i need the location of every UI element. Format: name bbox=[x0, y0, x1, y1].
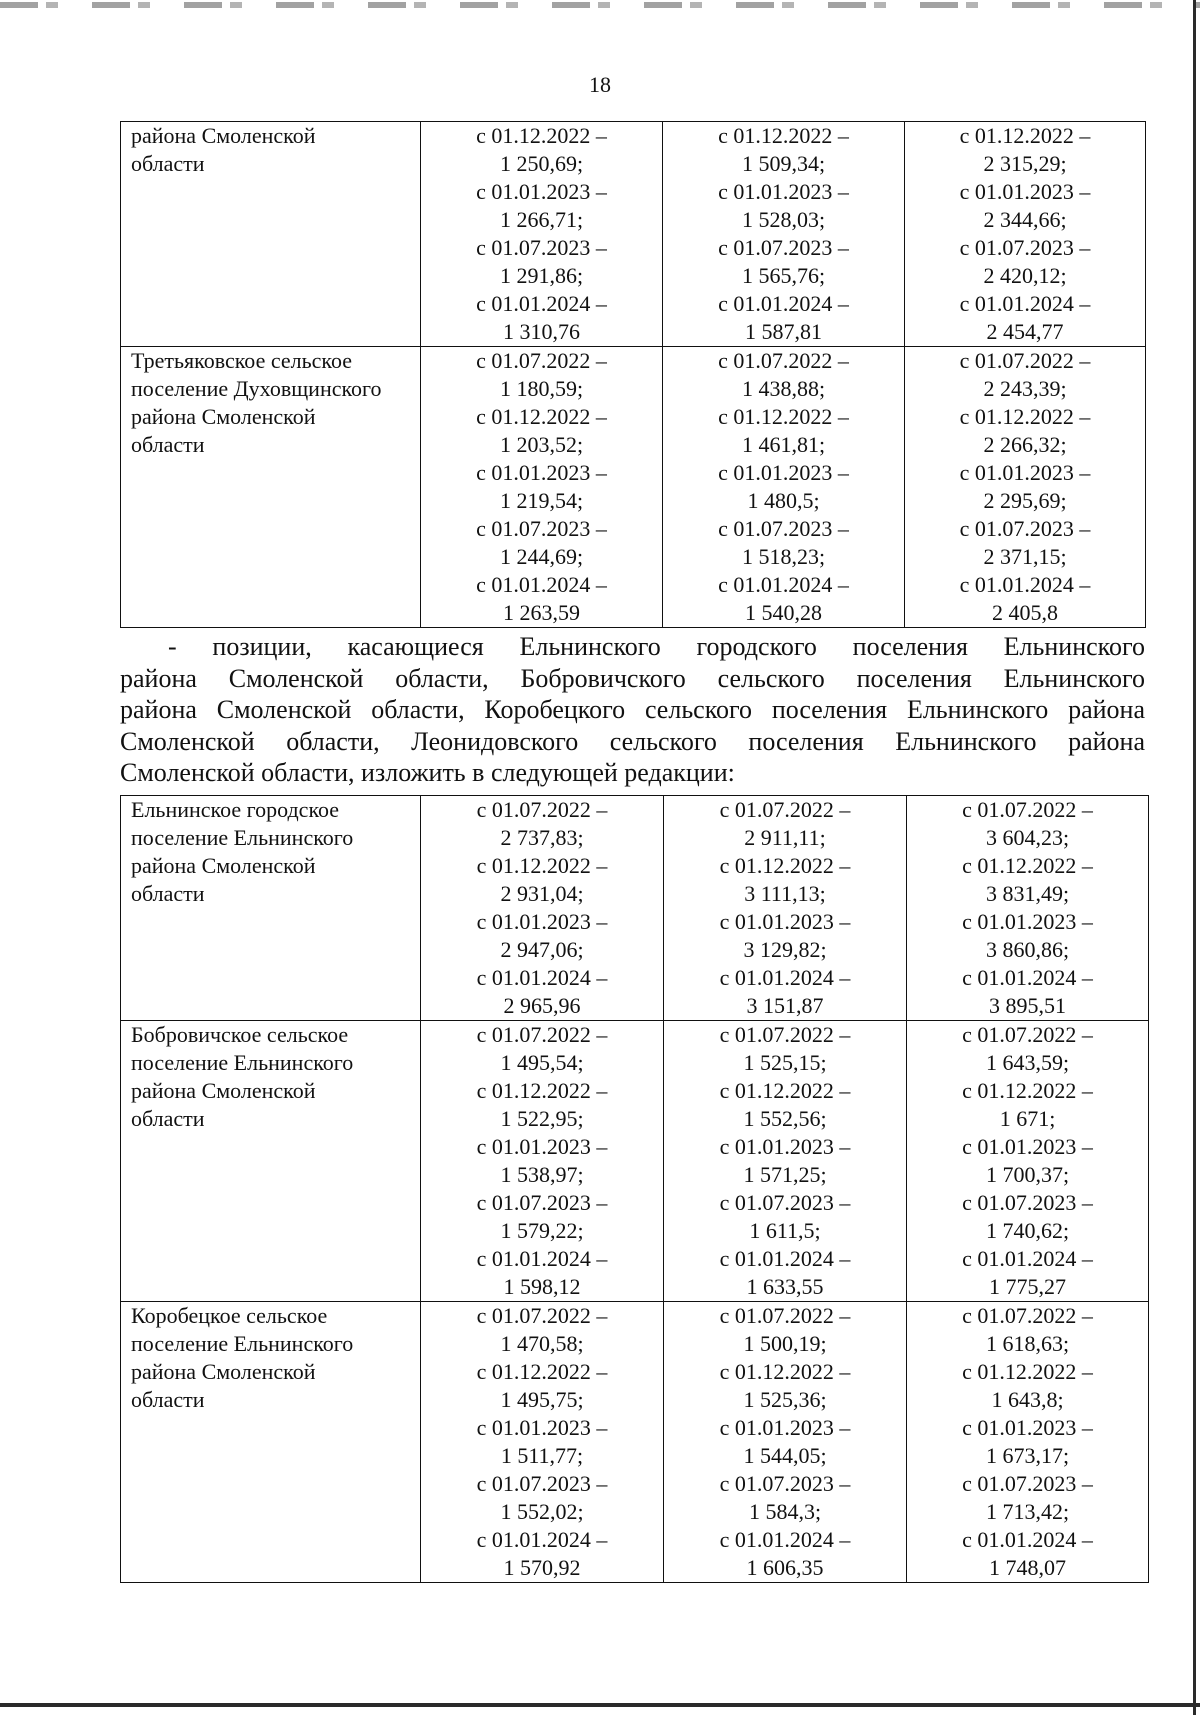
table-row bbox=[121, 347, 1146, 628]
effective-date: с 01.12.2022 – bbox=[719, 853, 851, 878]
effective-date: с 01.01.2024 – bbox=[959, 291, 1091, 316]
tariff-cell-2 bbox=[664, 796, 907, 1021]
tariff-value: 3 831,49; bbox=[985, 881, 1070, 906]
tariff-value: 2 947,06; bbox=[500, 937, 584, 962]
effective-date: с 01.01.2023 – bbox=[962, 909, 1093, 934]
effective-date: с 01.07.2023 – bbox=[719, 1190, 851, 1215]
settlement-name-line: области bbox=[131, 1387, 205, 1412]
tariff-value: 1 263,59 bbox=[503, 600, 580, 625]
tariff-cell-1 bbox=[421, 1021, 664, 1302]
tariff-value: 1 310,76 bbox=[503, 319, 580, 344]
table-row bbox=[121, 1302, 1149, 1583]
effective-date: с 01.01.2024 – bbox=[962, 1246, 1093, 1271]
tariff-value: 1 470,58; bbox=[500, 1331, 584, 1356]
tariff-value: 3 111,13; bbox=[744, 881, 826, 906]
tariff-value: 1 570,92 bbox=[503, 1555, 581, 1580]
effective-date: с 01.12.2022 – bbox=[719, 1078, 851, 1103]
effective-date: с 01.07.2023 – bbox=[959, 235, 1091, 260]
tariff-value: 1 509,34; bbox=[741, 151, 826, 176]
tariff-cell-2 bbox=[663, 347, 905, 628]
tariff-value: 1 565,76; bbox=[741, 263, 826, 288]
effective-date: с 01.12.2022 – bbox=[962, 853, 1093, 878]
tariff-cell-3 bbox=[905, 347, 1146, 628]
scan-top-edge bbox=[0, 2, 1200, 8]
effective-date: с 01.07.2022 – bbox=[962, 1303, 1093, 1328]
effective-date: с 01.12.2022 – bbox=[959, 123, 1091, 148]
tariff-value: 1 611,5; bbox=[749, 1218, 821, 1243]
effective-date: с 01.01.2023 – bbox=[959, 460, 1091, 485]
tariff-value: 1 500,19; bbox=[743, 1331, 827, 1356]
effective-date: с 01.01.2023 – bbox=[962, 1415, 1093, 1440]
effective-date: с 01.07.2022 – bbox=[719, 1022, 851, 1047]
tariff-value: 2 931,04; bbox=[500, 881, 584, 906]
effective-date: с 01.07.2022 – bbox=[719, 797, 851, 822]
tariff-cell-1 bbox=[421, 1302, 664, 1583]
tariff-value: 2 965,96 bbox=[503, 993, 581, 1018]
settlement-name-line: поселение Ельнинского bbox=[131, 825, 354, 850]
paragraph-line: района Смоленской области, Коробецкого сельского поселения Ельнинского района bbox=[120, 695, 1145, 724]
amendment-paragraph bbox=[120, 631, 1145, 789]
effective-date: с 01.01.2023 – bbox=[962, 1134, 1093, 1159]
tariff-value: 1 671; bbox=[999, 1106, 1056, 1131]
effective-date: с 01.07.2023 – bbox=[476, 1190, 608, 1215]
effective-date: с 01.01.2023 – bbox=[718, 460, 849, 485]
tariff-value: 1 598,12 bbox=[503, 1274, 581, 1299]
tariff-value: 1 522,95; bbox=[500, 1106, 584, 1131]
tariff-value: 1 673,17; bbox=[985, 1443, 1070, 1468]
effective-date: с 01.12.2022 – bbox=[962, 1078, 1093, 1103]
tariff-value: 1 633,55 bbox=[746, 1274, 824, 1299]
tariff-value: 2 315,29; bbox=[983, 151, 1067, 176]
settlement-name-line: Бобровичское сельское bbox=[131, 1022, 349, 1047]
effective-date: с 01.12.2022 – bbox=[962, 1359, 1093, 1384]
tariff-value: 1 775,27 bbox=[989, 1274, 1066, 1299]
effective-date: с 01.12.2022 – bbox=[476, 123, 607, 148]
tariff-value: 1 540,28 bbox=[745, 600, 822, 625]
tariff-table-continued bbox=[120, 121, 1146, 628]
tariff-value: 1 584,3; bbox=[748, 1499, 822, 1524]
effective-date: с 01.07.2023 – bbox=[476, 235, 607, 260]
tariff-value: 1 291,86; bbox=[499, 263, 584, 288]
effective-date: с 01.12.2022 – bbox=[719, 1359, 851, 1384]
effective-date: с 01.07.2022 – bbox=[718, 348, 849, 373]
tariff-cell-2 bbox=[663, 122, 905, 347]
tariff-value: 1 244,69; bbox=[499, 544, 584, 569]
tariff-value: 1 587,81 bbox=[745, 319, 822, 344]
tariff-cell-1 bbox=[421, 122, 663, 347]
effective-date: с 01.07.2022 – bbox=[476, 1022, 608, 1047]
settlement-name-line: области bbox=[131, 151, 205, 176]
tariff-value: 2 737,83; bbox=[500, 825, 584, 850]
tariff-value: 1 511,77; bbox=[500, 1443, 584, 1468]
tariff-cell-3 bbox=[907, 1302, 1149, 1583]
settlement-name-line: поселение Ельнинского bbox=[131, 1331, 354, 1356]
effective-date: с 01.07.2022 – bbox=[476, 797, 608, 822]
settlement-name-line: района Смоленской bbox=[131, 1078, 316, 1103]
tariff-value: 1 528,03; bbox=[741, 207, 826, 232]
tariff-value: 1 571,25; bbox=[743, 1162, 827, 1187]
effective-date: с 01.07.2022 – bbox=[719, 1303, 851, 1328]
settlement-name-cell bbox=[121, 796, 421, 1021]
settlement-name-line: района Смоленской bbox=[131, 853, 316, 878]
effective-date: с 01.07.2023 – bbox=[476, 516, 607, 541]
effective-date: с 01.01.2024 – bbox=[476, 291, 607, 316]
tariff-value: 1 643,59; bbox=[985, 1050, 1070, 1075]
tariff-value: 1 579,22; bbox=[500, 1218, 584, 1243]
effective-date: с 01.07.2022 – bbox=[476, 1303, 608, 1328]
tariff-value: 2 295,69; bbox=[983, 488, 1067, 513]
tariff-value: 1 748,07 bbox=[989, 1555, 1066, 1580]
tariff-value: 1 618,63; bbox=[985, 1331, 1070, 1356]
effective-date: с 01.01.2023 – bbox=[476, 1415, 608, 1440]
tariff-value: 1 203,52; bbox=[499, 432, 584, 457]
page-number: 18 bbox=[589, 72, 611, 97]
paragraph-line: Смоленской области, Леонидовского сельского поселения Ельнинского района bbox=[120, 726, 1145, 756]
tariff-value: 3 129,82; bbox=[743, 937, 827, 962]
effective-date: с 01.07.2023 – bbox=[718, 235, 849, 260]
settlement-name-line: области bbox=[131, 881, 205, 906]
settlement-name-cell bbox=[121, 347, 421, 628]
tariff-cell-1 bbox=[421, 796, 664, 1021]
tariff-cell-3 bbox=[907, 1021, 1149, 1302]
tariff-value: 1 219,54; bbox=[499, 488, 584, 513]
tariff-table-yelnya bbox=[120, 795, 1149, 1583]
effective-date: с 01.01.2024 – bbox=[718, 572, 849, 597]
tariff-value: 2 243,39; bbox=[983, 376, 1067, 401]
effective-date: с 01.01.2023 – bbox=[719, 1415, 851, 1440]
settlement-name-line: Ельнинское городское bbox=[131, 797, 340, 822]
settlement-name-line: поселение Духовщинского bbox=[131, 376, 382, 401]
effective-date: с 01.07.2023 – bbox=[476, 1471, 608, 1496]
effective-date: с 01.01.2024 – bbox=[962, 965, 1093, 990]
effective-date: с 01.12.2022 – bbox=[476, 853, 608, 878]
effective-date: с 01.07.2023 – bbox=[962, 1190, 1093, 1215]
effective-date: с 01.01.2024 – bbox=[476, 965, 608, 990]
settlement-name-cell bbox=[121, 1302, 421, 1583]
tariff-value: 1 544,05; bbox=[743, 1443, 827, 1468]
tariff-value: 1 480,5; bbox=[747, 488, 820, 513]
paragraph-line: - позиции, касающиеся Ельнинского городского поселения Ельнинского bbox=[168, 632, 1145, 661]
tariff-cell-1 bbox=[421, 347, 663, 628]
effective-date: с 01.01.2024 – bbox=[476, 572, 607, 597]
effective-date: с 01.12.2022 – bbox=[718, 123, 849, 148]
tariff-value: 1 538,97; bbox=[500, 1162, 584, 1187]
settlement-name-line: района Смоленской bbox=[131, 404, 316, 429]
tariff-value: 2 420,12; bbox=[983, 263, 1067, 288]
tariff-value: 3 860,86; bbox=[985, 937, 1070, 962]
effective-date: с 01.07.2023 – bbox=[962, 1471, 1093, 1496]
effective-date: с 01.01.2023 – bbox=[476, 909, 608, 934]
scan-right-edge bbox=[1193, 0, 1196, 1715]
tariff-value: 2 371,15; bbox=[983, 544, 1067, 569]
effective-date: с 01.12.2022 – bbox=[476, 1359, 608, 1384]
tariff-value: 2 405,8 bbox=[992, 600, 1058, 625]
effective-date: с 01.07.2023 – bbox=[718, 516, 849, 541]
effective-date: с 01.07.2022 – bbox=[476, 348, 607, 373]
table-row bbox=[121, 122, 1146, 347]
effective-date: с 01.07.2022 – bbox=[962, 1022, 1093, 1047]
settlement-name-line: района Смоленской bbox=[131, 1359, 316, 1384]
settlement-name-line: поселение Ельнинского bbox=[131, 1050, 354, 1075]
effective-date: с 01.01.2023 – bbox=[718, 179, 849, 204]
tariff-value: 1 495,75; bbox=[500, 1387, 584, 1412]
settlement-name-cell bbox=[121, 122, 421, 347]
table-row bbox=[121, 1021, 1149, 1302]
settlement-name-line: области bbox=[131, 432, 205, 457]
tariff-value: 1 266,71; bbox=[499, 207, 584, 232]
effective-date: с 01.01.2023 – bbox=[719, 909, 851, 934]
paragraph-line: Смоленской области, изложить в следующей редакции: bbox=[120, 758, 735, 787]
settlement-name-line: района Смоленской bbox=[131, 123, 316, 148]
tariff-value: 1 518,23; bbox=[741, 544, 826, 569]
tariff-value: 2 454,77 bbox=[986, 319, 1064, 344]
tariff-value: 2 344,66; bbox=[983, 207, 1067, 232]
tariff-value: 1 740,62; bbox=[985, 1218, 1070, 1243]
effective-date: с 01.12.2022 – bbox=[476, 404, 607, 429]
effective-date: с 01.01.2024 – bbox=[962, 1527, 1093, 1552]
effective-date: с 01.07.2022 – bbox=[962, 797, 1093, 822]
effective-date: с 01.07.2023 – bbox=[719, 1471, 851, 1496]
tariff-value: 1 606,35 bbox=[746, 1555, 824, 1580]
tariff-value: 3 151,87 bbox=[746, 993, 824, 1018]
tariff-value: 1 713,42; bbox=[985, 1499, 1070, 1524]
effective-date: с 01.01.2023 – bbox=[476, 460, 607, 485]
tariff-value: 1 700,37; bbox=[985, 1162, 1070, 1187]
effective-date: с 01.01.2024 – bbox=[719, 1527, 851, 1552]
tariff-value: 1 525,36; bbox=[743, 1387, 827, 1412]
effective-date: с 01.07.2022 – bbox=[959, 348, 1091, 373]
tariff-value: 3 895,51 bbox=[989, 993, 1066, 1018]
effective-date: с 01.01.2023 – bbox=[959, 179, 1091, 204]
tariff-cell-2 bbox=[664, 1302, 907, 1583]
effective-date: с 01.01.2024 – bbox=[718, 291, 849, 316]
effective-date: с 01.07.2023 – bbox=[959, 516, 1091, 541]
effective-date: с 01.12.2022 – bbox=[476, 1078, 608, 1103]
effective-date: с 01.01.2024 – bbox=[719, 1246, 851, 1271]
tariff-value: 1 250,69; bbox=[499, 151, 584, 176]
tariff-value: 2 266,32; bbox=[983, 432, 1067, 457]
tariff-value: 3 604,23; bbox=[985, 825, 1070, 850]
effective-date: с 01.01.2023 – bbox=[719, 1134, 851, 1159]
tariff-value: 1 643,8; bbox=[991, 1387, 1064, 1412]
paragraph-line: района Смоленской области, Бобровичского сельского поселения Ельнинского bbox=[120, 663, 1145, 693]
tariff-cell-2 bbox=[664, 1021, 907, 1302]
settlement-name-line: Третьяковское сельское bbox=[131, 348, 353, 373]
effective-date: с 01.12.2022 – bbox=[718, 404, 849, 429]
effective-date: с 01.01.2023 – bbox=[476, 1134, 608, 1159]
tariff-cell-3 bbox=[905, 122, 1146, 347]
tariff-value: 1 495,54; bbox=[500, 1050, 584, 1075]
effective-date: с 01.01.2024 – bbox=[476, 1527, 608, 1552]
tariff-value: 1 552,02; bbox=[500, 1499, 584, 1524]
settlement-name-line: области bbox=[131, 1106, 205, 1131]
tariff-value: 1 461,81; bbox=[741, 432, 826, 457]
tariff-value: 1 180,59; bbox=[499, 376, 584, 401]
tariff-value: 1 552,56; bbox=[743, 1106, 827, 1131]
settlement-name-cell bbox=[121, 1021, 421, 1302]
effective-date: с 01.01.2024 – bbox=[959, 572, 1091, 597]
tariff-value: 1 438,88; bbox=[741, 376, 826, 401]
effective-date: с 01.01.2023 – bbox=[476, 179, 607, 204]
tariff-cell-3 bbox=[907, 796, 1149, 1021]
table-row bbox=[121, 796, 1149, 1021]
effective-date: с 01.12.2022 – bbox=[959, 404, 1091, 429]
tariff-value: 2 911,11; bbox=[744, 825, 826, 850]
effective-date: с 01.01.2024 – bbox=[719, 965, 851, 990]
settlement-name-line: Коробецкое сельское bbox=[131, 1303, 328, 1328]
effective-date: с 01.01.2024 – bbox=[476, 1246, 608, 1271]
scan-bottom-edge bbox=[0, 1703, 1200, 1707]
tariff-value: 1 525,15; bbox=[743, 1050, 827, 1075]
